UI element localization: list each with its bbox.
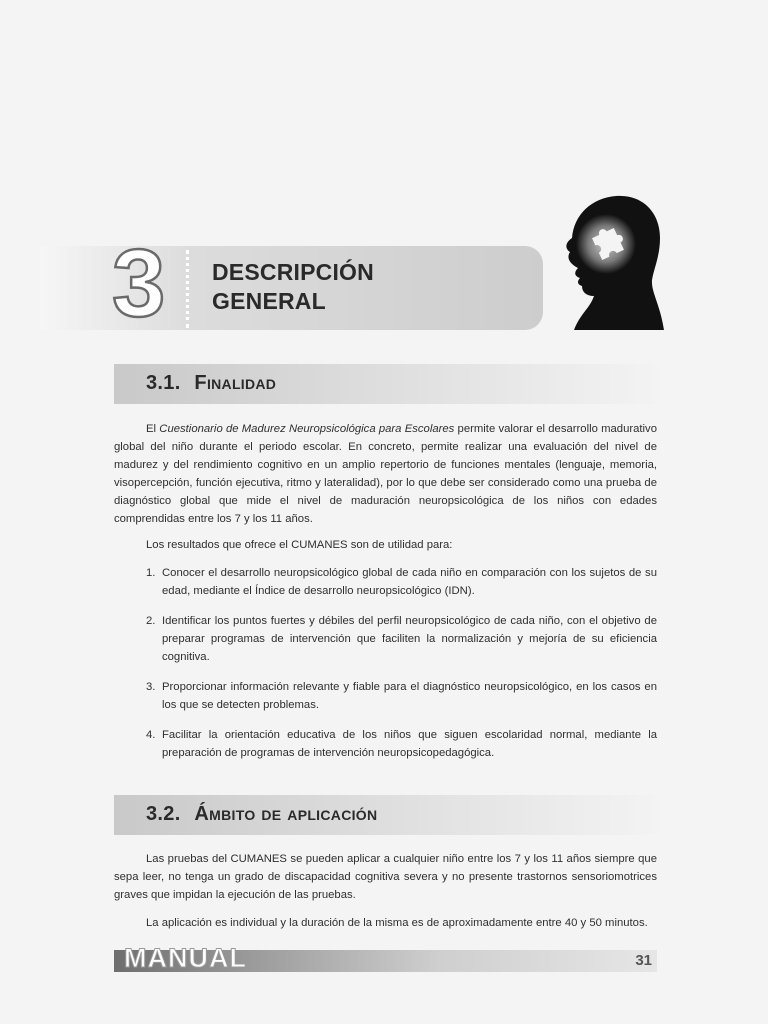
chapter-title-line1: DESCRIPCIÓN <box>212 259 374 285</box>
paragraph-text: permite valorar el desarrollo madurativo global del niño durante el periodo escolar. En concreto, permite realizar una evaluación del nivel de madurez y del rendimiento cognitivo en un amplio repertorio de funciones mentales (lenguaje, memoria, visopercepción, función ejecutiva, ritmo y lateralidad), por lo que debe ser considerado como una prueba de diagnóstico global que mide el nivel de maduración neuropsicológica de los niños con edades comprendidas entre los 7 y los 11 años. <box>114 423 657 525</box>
section-title-finalidad <box>146 372 276 395</box>
chapter-title <box>212 258 512 316</box>
list-number: 2. <box>146 615 156 627</box>
section-title-text: Finalidad <box>194 372 277 394</box>
page-number: 31 <box>635 952 652 969</box>
paragraph-finalidad <box>114 420 657 528</box>
footer-label: MANUAL <box>124 943 247 973</box>
list-text: Proporcionar información relevante y fiable para el diagnóstico neuropsicológico, en los casos en los que se detecten problemas. <box>162 681 657 711</box>
chapter-divider <box>186 250 189 328</box>
results-list <box>114 564 657 774</box>
paragraph-ambito: Las pruebas del CUMANES se pueden aplicar a cualquier niño entre los 7 y los 11 años siempre que sepa leer, no tenga un grado de discapacidad cognitiva severa y no presente trastornos sensoriomotrices graves que impidan la ejecución de las pruebas. <box>114 853 657 901</box>
section-number: 3.1. <box>146 372 181 394</box>
list-number: 3. <box>146 681 156 693</box>
paragraph-text: El <box>146 423 160 435</box>
list-item <box>114 564 657 600</box>
section-title-text: Ámbito de aplicación <box>194 803 378 825</box>
section-title-ambito <box>146 803 377 826</box>
child-head-puzzle-icon <box>556 192 668 332</box>
list-text: Conocer el desarrollo neuropsicológico global de cada niño en comparación con los sujetos de su edad, mediante el Índice de desarrollo neuropsicológico (IDN). <box>162 567 657 597</box>
paragraph-resultados: Los resultados que ofrece el CUMANES son de utilidad para: <box>146 539 453 551</box>
list-text: Facilitar la orientación educativa de los niños que siguen escolaridad normal, mediante la preparación de programas de intervención neuropsicopedagógica. <box>162 729 657 759</box>
list-number: 4. <box>146 729 156 741</box>
list-item <box>114 612 657 666</box>
list-item <box>114 726 657 762</box>
questionnaire-title: Cuestionario de Madurez Neuropsicológica para Escolares <box>159 423 455 435</box>
list-text: Identificar los puntos fuertes y débiles del perfil neuropsicológico de cada niño, con el objetivo de preparar programas de intervención que faciliten la normalización y mejoría de su eficiencia cognitiva. <box>162 615 657 663</box>
paragraph-duracion: La aplicación es individual y la duración de la misma es de aproximadamente entre 40 y 50 minutos. <box>146 917 648 929</box>
list-number: 1. <box>146 567 156 579</box>
list-item <box>114 678 657 714</box>
chapter-title-line2: GENERAL <box>212 288 326 314</box>
section-number: 3.2. <box>146 803 181 825</box>
chapter-number: 3 <box>112 230 166 337</box>
